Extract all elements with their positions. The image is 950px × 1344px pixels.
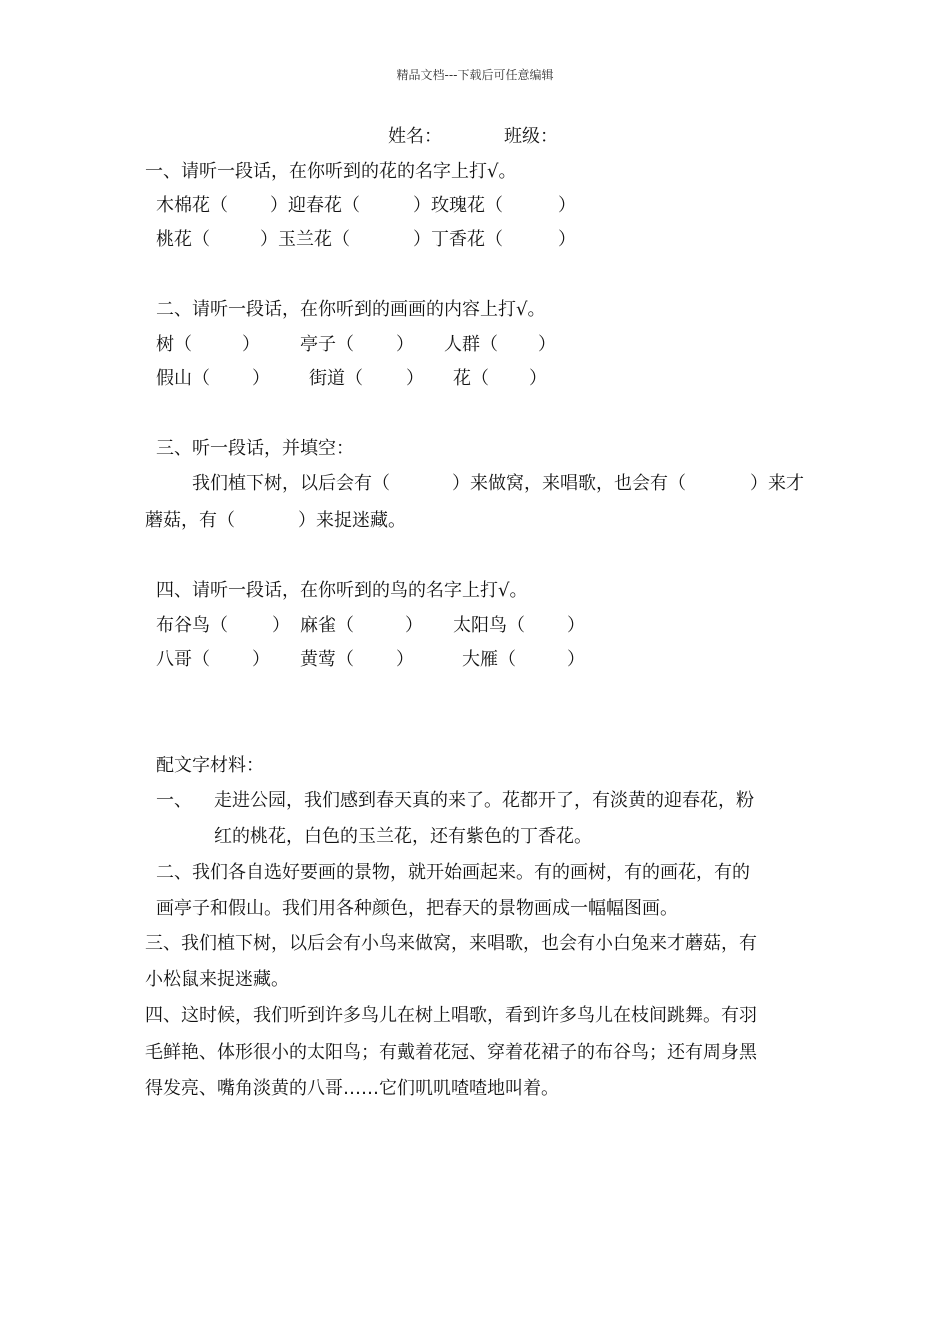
s4-item-buguniao-close: ） [272,615,290,636]
s2-item-renqun-close: ） [538,334,556,355]
s2-item-shu-close: ） [242,334,260,355]
s2-item-shu: 树（ [156,334,192,355]
s1-item-close1: ） [558,195,576,216]
section3-title: 三、听一段话，并填空： [156,438,354,459]
s1-item-mumianhua: 木棉花（ [156,195,228,216]
s2-item-hua: 花（ [453,368,489,389]
s4-item-huangying-close: ） [396,649,414,670]
materials-p2-line2: 画亭子和假山。我们用各种颜色，把春天的景物画成一幅幅图画。 [156,898,678,919]
s1-item-close2: ） [558,229,576,250]
s2-item-renqun: 人群（ [444,334,498,355]
s4-item-bage-close: ） [252,649,270,670]
s4-item-taiyangniao: 太阳鸟（ [453,615,525,636]
s2-item-tingzi: 亭子（ [300,334,354,355]
s4-item-huangying: 黄莺（ [300,649,354,670]
s3-line1-part2: ）来做窝，来唱歌，也会有（ [452,473,686,494]
section1-title: 一、请听一段话，在你听到的花的名字上打√。 [145,161,517,182]
materials-title: 配文字材料： [156,755,264,776]
materials-p4-line2: 毛鲜艳、体形很小的太阳鸟；有戴着花冠、穿着花裙子的布谷鸟；还有周身黑 [145,1042,757,1063]
s2-item-jiashan-close: ） [252,368,270,389]
name-label: 姓名： [388,126,442,147]
s3-line1-part1: 我们植下树，以后会有（ [192,473,390,494]
s2-item-jiedao: 街道（ [309,368,363,389]
materials-p1-num: 一、 [156,790,192,811]
class-label: 班级： [504,126,558,147]
s4-item-dayan-close: ） [567,649,585,670]
s3-line2-part2: ）来捉迷藏。 [298,510,406,531]
s2-item-tingzi-close: ） [396,334,414,355]
materials-p3-line2: 小松鼠来捉迷藏。 [145,969,289,990]
s1-item-dingxianghua: ）丁香花（ [413,229,503,250]
section2-title: 二、请听一段话，在你听到的画画的内容上打√。 [156,299,546,320]
s1-item-yingchunhua: ）迎春花（ [270,195,360,216]
materials-p4-line1: 四、这时候，我们听到许多鸟儿在树上唱歌，看到许多鸟儿在枝间跳舞。有羽 [145,1005,757,1026]
materials-p1-line1: 走进公园，我们感到春天真的来了。花都开了，有淡黄的迎春花，粉 [214,790,754,811]
s4-item-buguniao: 布谷鸟（ [156,615,228,636]
s2-item-jiedao-close: ） [406,368,424,389]
materials-p3-line1: 三、我们植下树，以后会有小鸟来做窝，来唱歌，也会有小白兔来才蘑菇，有 [145,933,757,954]
s1-item-yulanhua: ）玉兰花（ [260,229,350,250]
s1-item-meiguihua: ）玫瑰花（ [413,195,503,216]
document-header: 精品文档---下载后可任意编辑 [396,68,554,82]
s2-item-jiashan: 假山（ [156,368,210,389]
materials-p4-line3: 得发亮、嘴角淡黄的八哥……它们叽叽喳喳地叫着。 [145,1078,559,1099]
s4-item-taiyangniao-close: ） [567,615,585,636]
section4-title: 四、请听一段话，在你听到的鸟的名字上打√。 [156,580,528,601]
s2-item-hua-close: ） [529,368,547,389]
s4-item-bage: 八哥（ [156,649,210,670]
s4-item-maque-close: ） [405,615,423,636]
s3-line2-part1: 蘑菇，有（ [145,510,235,531]
materials-p2-line1: 二、我们各自选好要画的景物，就开始画起来。有的画树，有的画花，有的 [156,862,750,883]
s4-item-maque: 麻雀（ [300,615,354,636]
s3-line1-part3: ）来才 [750,473,804,494]
s1-item-taohua: 桃花（ [156,229,210,250]
materials-p1-line2: 红的桃花，白色的玉兰花，还有紫色的丁香花。 [214,826,592,847]
s4-item-dayan: 大雁（ [462,649,516,670]
